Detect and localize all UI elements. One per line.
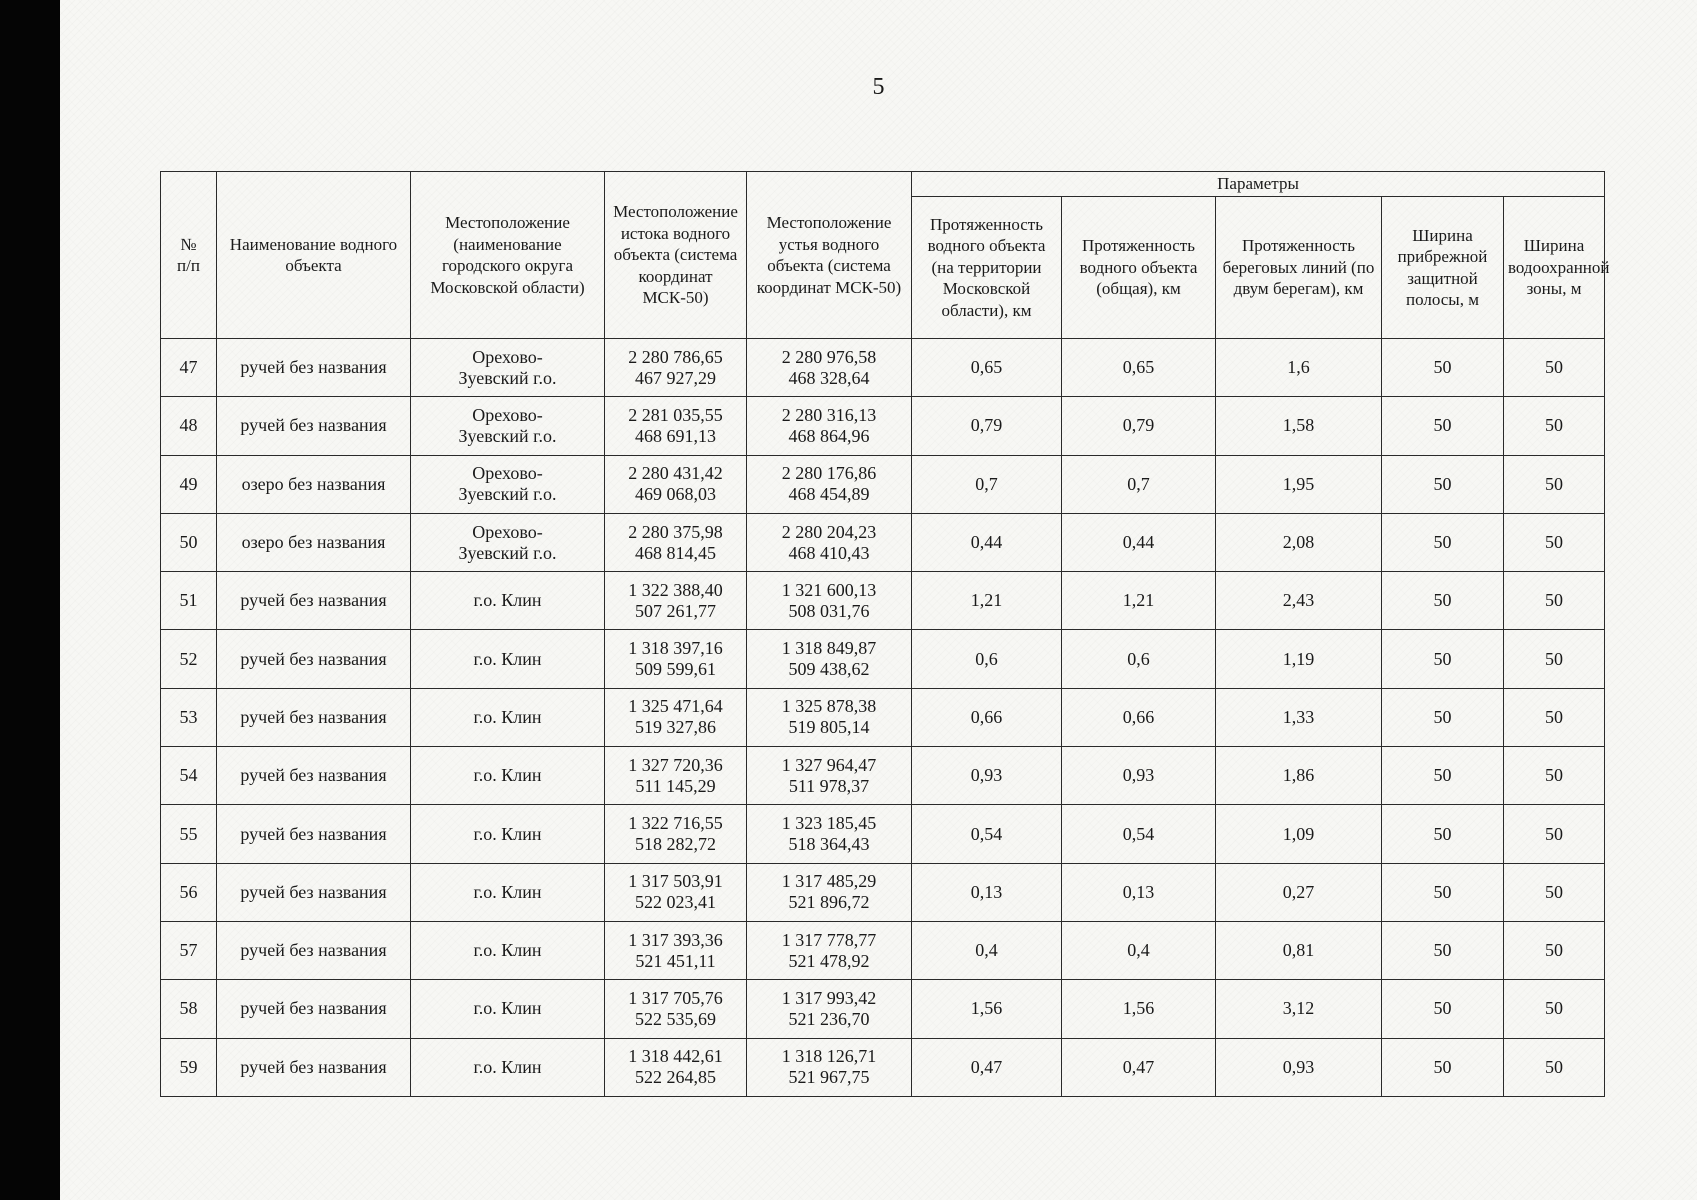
table-row (161, 455, 1605, 513)
cell-mouth-coords-line: 518 364,43 (788, 834, 870, 855)
cell-coastal-strip: 50 (1382, 980, 1504, 1038)
cell-source-coords-line: 509 599,61 (635, 659, 716, 680)
cell-source-coords-line: 522 535,69 (635, 1008, 716, 1029)
cell-source-coords-line: 1 325 471,64 (628, 696, 723, 717)
cell-number: 53 (161, 688, 217, 746)
table-row (161, 1038, 1605, 1096)
cell-protection-zone: 50 (1504, 1038, 1605, 1096)
cell-mouth-coords (747, 1038, 912, 1096)
cell-source-coords (605, 397, 747, 455)
cell-mouth-coords-line: 1 317 485,29 (781, 871, 877, 892)
cell-shoreline: 1,09 (1216, 805, 1382, 863)
cell-source-coords-line: 2 280 431,42 (628, 463, 723, 484)
header-location: Местоположение (наименование городского округа Московской области) (411, 172, 605, 339)
cell-location (411, 630, 605, 688)
header-number (161, 172, 217, 339)
cell-source-coords-line: 2 280 786,65 (628, 346, 723, 367)
cell-coastal-strip: 50 (1382, 339, 1504, 397)
cell-mouth-coords-line: 468 328,64 (788, 367, 870, 388)
cell-length-total: 1,56 (1062, 980, 1216, 1038)
cell-mouth-coords-line: 1 318 126,71 (781, 1046, 877, 1067)
cell-source-coords (605, 921, 747, 979)
cell-location (411, 513, 605, 571)
cell-protection-zone: 50 (1504, 572, 1605, 630)
cell-source-coords-line: 469 068,03 (635, 484, 716, 505)
cell-source-coords-line: 507 261,77 (635, 600, 716, 621)
cell-name: ручей без названия (217, 397, 411, 455)
table-row (161, 747, 1605, 805)
cell-length-region: 0,13 (912, 863, 1062, 921)
cell-name: ручей без названия (217, 747, 411, 805)
cell-source-coords (605, 747, 747, 805)
water-bodies-table (160, 171, 1610, 1097)
cell-coastal-strip: 50 (1382, 630, 1504, 688)
cell-length-region: 0,4 (912, 921, 1062, 979)
cell-source-coords-line: 511 145,29 (635, 775, 716, 796)
header-length-total: Протяженность водного объекта (общая), км (1062, 197, 1216, 339)
scan-left-edge (0, 0, 60, 1200)
cell-location (411, 805, 605, 863)
cell-name: ручей без названия (217, 1038, 411, 1096)
cell-mouth-coords (747, 980, 912, 1038)
cell-length-region: 0,47 (912, 1038, 1062, 1096)
cell-name: ручей без названия (217, 863, 411, 921)
cell-mouth-coords (747, 688, 912, 746)
cell-location-line: г.о. Клин (473, 881, 542, 902)
cell-mouth-coords-line: 1 323 185,45 (781, 813, 877, 834)
cell-coastal-strip: 50 (1382, 863, 1504, 921)
cell-protection-zone: 50 (1504, 805, 1605, 863)
cell-location-line: г.о. Клин (473, 823, 542, 844)
cell-source-coords-line: 1 317 393,36 (628, 929, 723, 950)
cell-number: 57 (161, 921, 217, 979)
cell-location-line: г.о. Клин (473, 765, 542, 786)
cell-number: 52 (161, 630, 217, 688)
cell-location (411, 339, 605, 397)
cell-mouth-coords-line: 521 896,72 (788, 892, 870, 913)
cell-length-region: 0,93 (912, 747, 1062, 805)
cell-source-coords-line: 1 317 503,91 (628, 871, 723, 892)
cell-mouth-coords (747, 921, 912, 979)
page-number: 5 (872, 74, 885, 100)
cell-length-region: 0,44 (912, 513, 1062, 571)
cell-length-total: 0,44 (1062, 513, 1216, 571)
cell-mouth-coords (747, 339, 912, 397)
cell-protection-zone: 50 (1504, 397, 1605, 455)
cell-source-coords-line: 522 023,41 (635, 892, 716, 913)
cell-mouth-coords-line: 468 454,89 (788, 484, 870, 505)
cell-source-coords-line: 1 327 720,36 (628, 754, 723, 775)
cell-number: 51 (161, 572, 217, 630)
cell-source-coords-line: 1 322 716,55 (628, 813, 723, 834)
cell-mouth-coords-line: 2 280 976,58 (781, 346, 877, 367)
cell-mouth-coords-line: 468 410,43 (788, 542, 870, 563)
cell-length-total: 0,66 (1062, 688, 1216, 746)
cell-length-total: 0,79 (1062, 397, 1216, 455)
cell-location-line: Зуевский г.о. (458, 542, 557, 563)
cell-source-coords (605, 572, 747, 630)
cell-coastal-strip: 50 (1382, 513, 1504, 571)
table-row (161, 339, 1605, 397)
table-header (161, 172, 1610, 339)
table-row (161, 805, 1605, 863)
cell-protection-zone: 50 (1504, 630, 1605, 688)
cell-name: ручей без названия (217, 805, 411, 863)
cell-location-line: Зуевский г.о. (458, 484, 557, 505)
cell-length-total: 0,93 (1062, 747, 1216, 805)
cell-shoreline: 2,43 (1216, 572, 1382, 630)
cell-length-region: 0,79 (912, 397, 1062, 455)
cell-mouth-coords (747, 513, 912, 571)
cell-source-coords (605, 513, 747, 571)
cell-shoreline: 1,86 (1216, 747, 1382, 805)
cell-location-line: г.о. Клин (473, 590, 542, 611)
cell-mouth-coords (747, 630, 912, 688)
cell-number: 48 (161, 397, 217, 455)
cell-length-region: 0,54 (912, 805, 1062, 863)
cell-length-region: 1,21 (912, 572, 1062, 630)
cell-source-coords-line: 1 318 442,61 (628, 1046, 723, 1067)
cell-number: 54 (161, 747, 217, 805)
cell-location (411, 572, 605, 630)
header-coastal-strip: Ширина прибрежной защитной полосы, м (1382, 197, 1504, 339)
cell-location-line: Орехово- (472, 404, 543, 425)
cell-number: 59 (161, 1038, 217, 1096)
cell-location-line: г.о. Клин (473, 706, 542, 727)
table-row (161, 572, 1605, 630)
cell-source-coords (605, 805, 747, 863)
header-mouth: Местоположение устья водного объекта (система координат МСК-50) (747, 172, 912, 339)
header-protection-zone: Ширина водоохранной зоны, м (1504, 197, 1605, 339)
cell-mouth-coords-line: 509 438,62 (788, 659, 870, 680)
cell-mouth-coords-line: 508 031,76 (788, 600, 870, 621)
cell-name: озеро без названия (217, 455, 411, 513)
cell-mouth-coords-line: 1 317 778,77 (781, 929, 877, 950)
cell-source-coords (605, 630, 747, 688)
cell-length-total: 0,65 (1062, 339, 1216, 397)
table-row (161, 397, 1605, 455)
cell-mouth-coords-line: 1 327 964,47 (781, 754, 877, 775)
cell-protection-zone: 50 (1504, 747, 1605, 805)
cell-mouth-coords (747, 747, 912, 805)
cell-location-line: Зуевский г.о. (458, 367, 557, 388)
cell-coastal-strip: 50 (1382, 1038, 1504, 1096)
cell-shoreline: 0,93 (1216, 1038, 1382, 1096)
cell-mouth-coords-line: 468 864,96 (788, 425, 870, 446)
cell-number: 50 (161, 513, 217, 571)
cell-protection-zone: 50 (1504, 921, 1605, 979)
cell-mouth-coords-line: 2 280 204,23 (781, 521, 877, 542)
cell-name: озеро без названия (217, 513, 411, 571)
cell-location (411, 1038, 605, 1096)
cell-location-line: г.о. Клин (473, 998, 542, 1019)
cell-location-line: Орехово- (472, 346, 543, 367)
cell-coastal-strip: 50 (1382, 455, 1504, 513)
cell-location-line: Орехово- (472, 521, 543, 542)
cell-length-region: 0,6 (912, 630, 1062, 688)
cell-mouth-coords (747, 455, 912, 513)
cell-mouth-coords (747, 397, 912, 455)
header-shoreline: Протяженность береговых линий (по двум берегам), км (1216, 197, 1382, 339)
cell-protection-zone: 50 (1504, 513, 1605, 571)
cell-length-region: 0,7 (912, 455, 1062, 513)
cell-location (411, 863, 605, 921)
cell-source-coords-line: 468 691,13 (635, 425, 716, 446)
cell-name: ручей без названия (217, 688, 411, 746)
cell-mouth-coords-line: 521 478,92 (788, 950, 870, 971)
cell-mouth-coords (747, 863, 912, 921)
cell-protection-zone: 50 (1504, 688, 1605, 746)
table-row (161, 863, 1605, 921)
cell-shoreline: 3,12 (1216, 980, 1382, 1038)
cell-protection-zone: 50 (1504, 455, 1605, 513)
cell-name: ручей без названия (217, 630, 411, 688)
cell-protection-zone: 50 (1504, 339, 1605, 397)
table-row (161, 980, 1605, 1038)
cell-name: ручей без названия (217, 921, 411, 979)
cell-number: 47 (161, 339, 217, 397)
header-number-sign: № (180, 234, 197, 254)
cell-source-coords (605, 339, 747, 397)
cell-source-coords-line: 2 281 035,55 (628, 404, 723, 425)
cell-mouth-coords (747, 572, 912, 630)
cell-number: 56 (161, 863, 217, 921)
cell-source-coords-line: 467 927,29 (635, 367, 716, 388)
header-name: Наименование водного объекта (217, 172, 411, 339)
cell-length-region: 0,65 (912, 339, 1062, 397)
cell-name: ручей без названия (217, 572, 411, 630)
cell-number: 49 (161, 455, 217, 513)
cell-shoreline: 0,81 (1216, 921, 1382, 979)
header-length-region: Протяженность водного объекта (на территории Московской области), км (912, 197, 1062, 339)
cell-mouth-coords-line: 511 978,37 (788, 775, 870, 796)
cell-location (411, 921, 605, 979)
cell-length-total: 0,6 (1062, 630, 1216, 688)
cell-source-coords (605, 455, 747, 513)
cell-mouth-coords-line: 1 317 993,42 (781, 987, 877, 1008)
header-number-abbr: п/п (177, 256, 200, 275)
table-row (161, 688, 1605, 746)
cell-location-line: г.о. Клин (473, 1056, 542, 1077)
cell-length-total: 1,21 (1062, 572, 1216, 630)
cell-source-coords (605, 688, 747, 746)
cell-protection-zone: 50 (1504, 980, 1605, 1038)
cell-coastal-strip: 50 (1382, 688, 1504, 746)
cell-shoreline: 0,27 (1216, 863, 1382, 921)
cell-location (411, 455, 605, 513)
cell-location (411, 688, 605, 746)
cell-shoreline: 1,6 (1216, 339, 1382, 397)
cell-mouth-coords-line: 1 318 849,87 (781, 638, 877, 659)
table-body (161, 339, 1605, 1097)
cell-location-line: г.о. Клин (473, 648, 542, 669)
table-row (161, 513, 1605, 571)
cell-length-total: 0,7 (1062, 455, 1216, 513)
cell-number: 55 (161, 805, 217, 863)
cell-location (411, 397, 605, 455)
cell-length-total: 0,13 (1062, 863, 1216, 921)
cell-mouth-coords-line: 521 967,75 (788, 1067, 870, 1088)
cell-mouth-coords-line: 521 236,70 (788, 1008, 870, 1029)
cell-shoreline: 1,33 (1216, 688, 1382, 746)
cell-source-coords-line: 519 327,86 (635, 717, 716, 738)
cell-source-coords-line: 1 317 705,76 (628, 987, 723, 1008)
cell-source-coords-line: 1 318 397,16 (628, 638, 723, 659)
cell-mouth-coords (747, 805, 912, 863)
cell-mouth-coords-line: 2 280 316,13 (781, 404, 877, 425)
cell-shoreline: 1,95 (1216, 455, 1382, 513)
cell-length-region: 0,66 (912, 688, 1062, 746)
cell-coastal-strip: 50 (1382, 397, 1504, 455)
document-page (60, 0, 1697, 1200)
cell-protection-zone: 50 (1504, 863, 1605, 921)
cell-mouth-coords-line: 1 321 600,13 (781, 579, 877, 600)
cell-length-region: 1,56 (912, 980, 1062, 1038)
table-row (161, 630, 1605, 688)
cell-source-coords (605, 980, 747, 1038)
cell-mouth-coords-line: 519 805,14 (788, 717, 870, 738)
cell-location-line: г.о. Клин (473, 940, 542, 961)
cell-length-total: 0,4 (1062, 921, 1216, 979)
cell-coastal-strip: 50 (1382, 805, 1504, 863)
cell-shoreline: 2,08 (1216, 513, 1382, 571)
cell-mouth-coords-line: 2 280 176,86 (781, 463, 877, 484)
cell-mouth-coords-line: 1 325 878,38 (781, 696, 877, 717)
cell-location-line: Зуевский г.о. (458, 425, 557, 446)
cell-shoreline: 1,19 (1216, 630, 1382, 688)
cell-name: ручей без названия (217, 339, 411, 397)
cell-source-coords-line: 1 322 388,40 (628, 579, 723, 600)
cell-length-total: 0,54 (1062, 805, 1216, 863)
cell-source-coords-line: 2 280 375,98 (628, 521, 723, 542)
cell-source-coords-line: 521 451,11 (635, 950, 716, 971)
header-source: Местоположение истока водного объекта (система координат МСК-50) (605, 172, 747, 339)
cell-location (411, 980, 605, 1038)
cell-source-coords-line: 468 814,45 (635, 542, 716, 563)
cell-source-coords-line: 522 264,85 (635, 1067, 716, 1088)
cell-source-coords (605, 863, 747, 921)
cell-coastal-strip: 50 (1382, 921, 1504, 979)
cell-source-coords-line: 518 282,72 (635, 834, 716, 855)
cell-shoreline: 1,58 (1216, 397, 1382, 455)
header-parameters: Параметры (912, 172, 1605, 197)
cell-coastal-strip: 50 (1382, 572, 1504, 630)
table-row (161, 921, 1605, 979)
cell-number: 58 (161, 980, 217, 1038)
cell-location (411, 747, 605, 805)
cell-name: ручей без названия (217, 980, 411, 1038)
cell-location-line: Орехово- (472, 463, 543, 484)
cell-coastal-strip: 50 (1382, 747, 1504, 805)
cell-length-total: 0,47 (1062, 1038, 1216, 1096)
cell-source-coords (605, 1038, 747, 1096)
